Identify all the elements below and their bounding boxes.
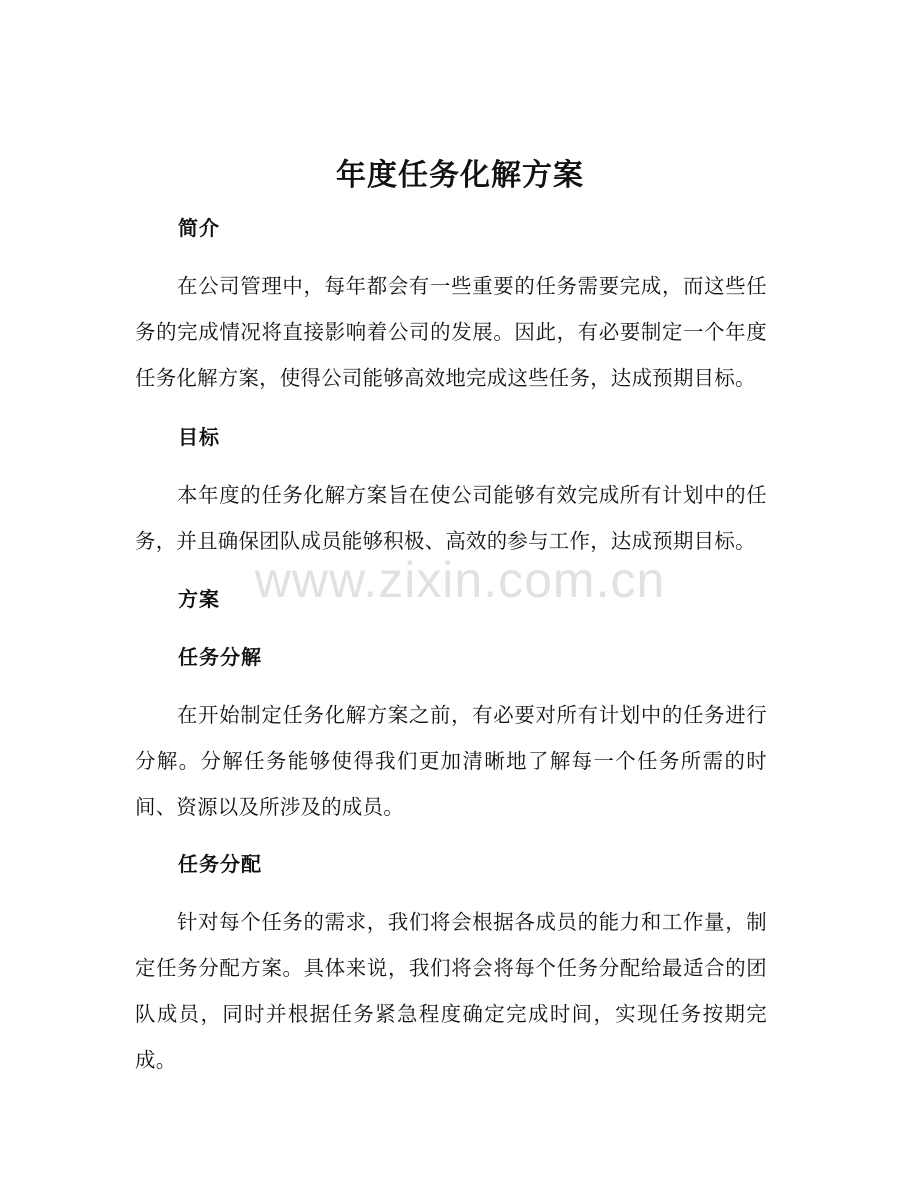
goal-heading: 目标: [178, 425, 220, 449]
breakdown-heading: 任务分解: [178, 645, 262, 669]
intro-heading: 简介: [178, 216, 220, 240]
intro-paragraph: 在公司管理中，每年都会有一些重要的任务需要完成，而这些任务的完成情况将直接影响着公司的发展。因此，有必要制定一个年度任务化解方案，使得公司能够高效地完成这些任务，达成预期目标。: [135, 274, 767, 390]
watermark-text: www.zixin.com.cn: [254, 552, 666, 608]
assign-paragraph: 针对每个任务的需求，我们将会根据各成员的能力和工作量，制定任务分配方案。具体来说，我们将会将每个任务分配给最适合的团队成员，同时并根据任务紧急程度确定完成时间，实现任务按期完成。: [135, 910, 767, 1072]
plan-heading: 方案: [178, 587, 220, 611]
breakdown-paragraph: 在开始制定任务化解方案之前，有必要对所有计划中的任务进行分解。分解任务能够使得我们更加清晰地了解每一个任务所需的时间、资源以及所涉及的成员。: [135, 703, 767, 819]
document-title: 年度任务化解方案: [336, 158, 584, 193]
goal-paragraph: 本年度的任务化解方案旨在使公司能够有效完成所有计划中的任务，并且确保团队成员能够积极、高效的参与工作，达成预期目标。: [135, 483, 767, 553]
assign-heading: 任务分配: [178, 852, 262, 876]
